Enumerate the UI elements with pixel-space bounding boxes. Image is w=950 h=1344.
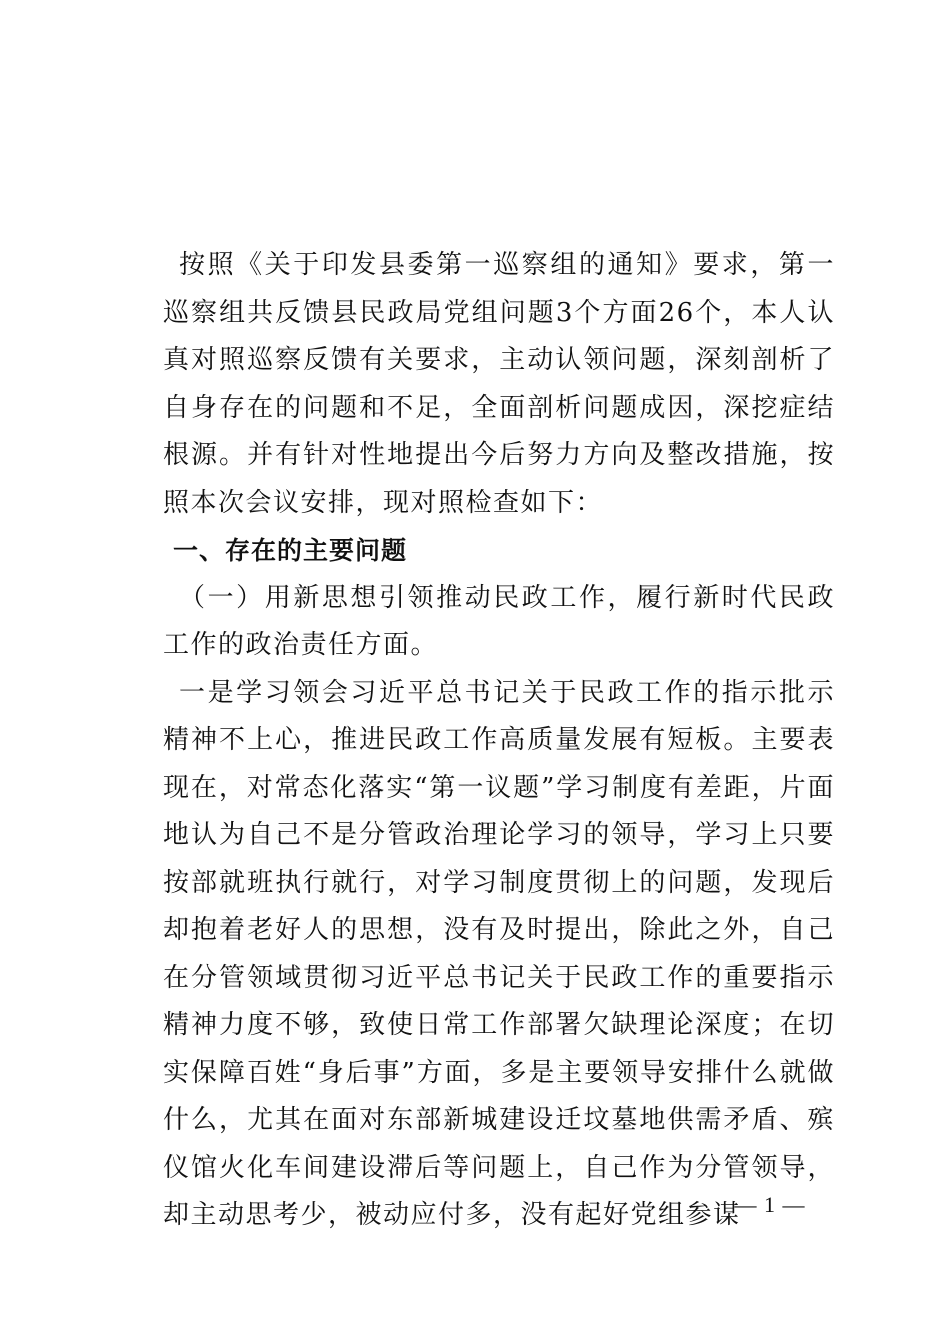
body-paragraph: 一是学习领会习近平总书记关于民政工作的指示批示精神不上心，推进民政工作高质量发展有短板。主要表现在，对常态化落实“第一议题”学习制度有差距，片面地认为自己不是分管政治理论学习的领导，学习上只要按部就班执行就行，对学习制度贯彻上的问题，发现后却抱着老好人的思想，没有及时提出，除此之外，自己在分管领域贯彻习近平总书记关于民政工作的重要指示精神力度不够，致使日常工作部署欠缺理论深度；在切实保障百姓“身后事”方面，多是主要领导安排什么就做什么，尤其在面对东部新城建设迁坟墓地供需矛盾、殡仪馆火化车间建设滞后等问题上，自己作为分管领导，却主动思考少，被动应付多，没有起好党组参谋 — [163, 677, 835, 1230]
subsection-heading: （一）用新思想引领推动民政工作，履行新时代民政工作的政治责任方面。 — [163, 582, 835, 660]
document-body — [163, 242, 835, 1240]
intro-paragraph: 按照《关于印发县委第一巡察组的通知》要求，第一巡察组共反馈县民政局党组问题3个方面26个，本人认真对照巡察反馈有关要求，主动认领问题，深刻剖析了自身存在的问题和不足，全面剖析问题成因，深挖症结根源。并有针对性地提出今后努力方向及整改措施，按照本次会议安排，现对照检查如下： — [163, 250, 835, 518]
section-heading: 一、存在的主要问题 — [173, 536, 408, 565]
page-number: — 1 — — [734, 1192, 806, 1217]
